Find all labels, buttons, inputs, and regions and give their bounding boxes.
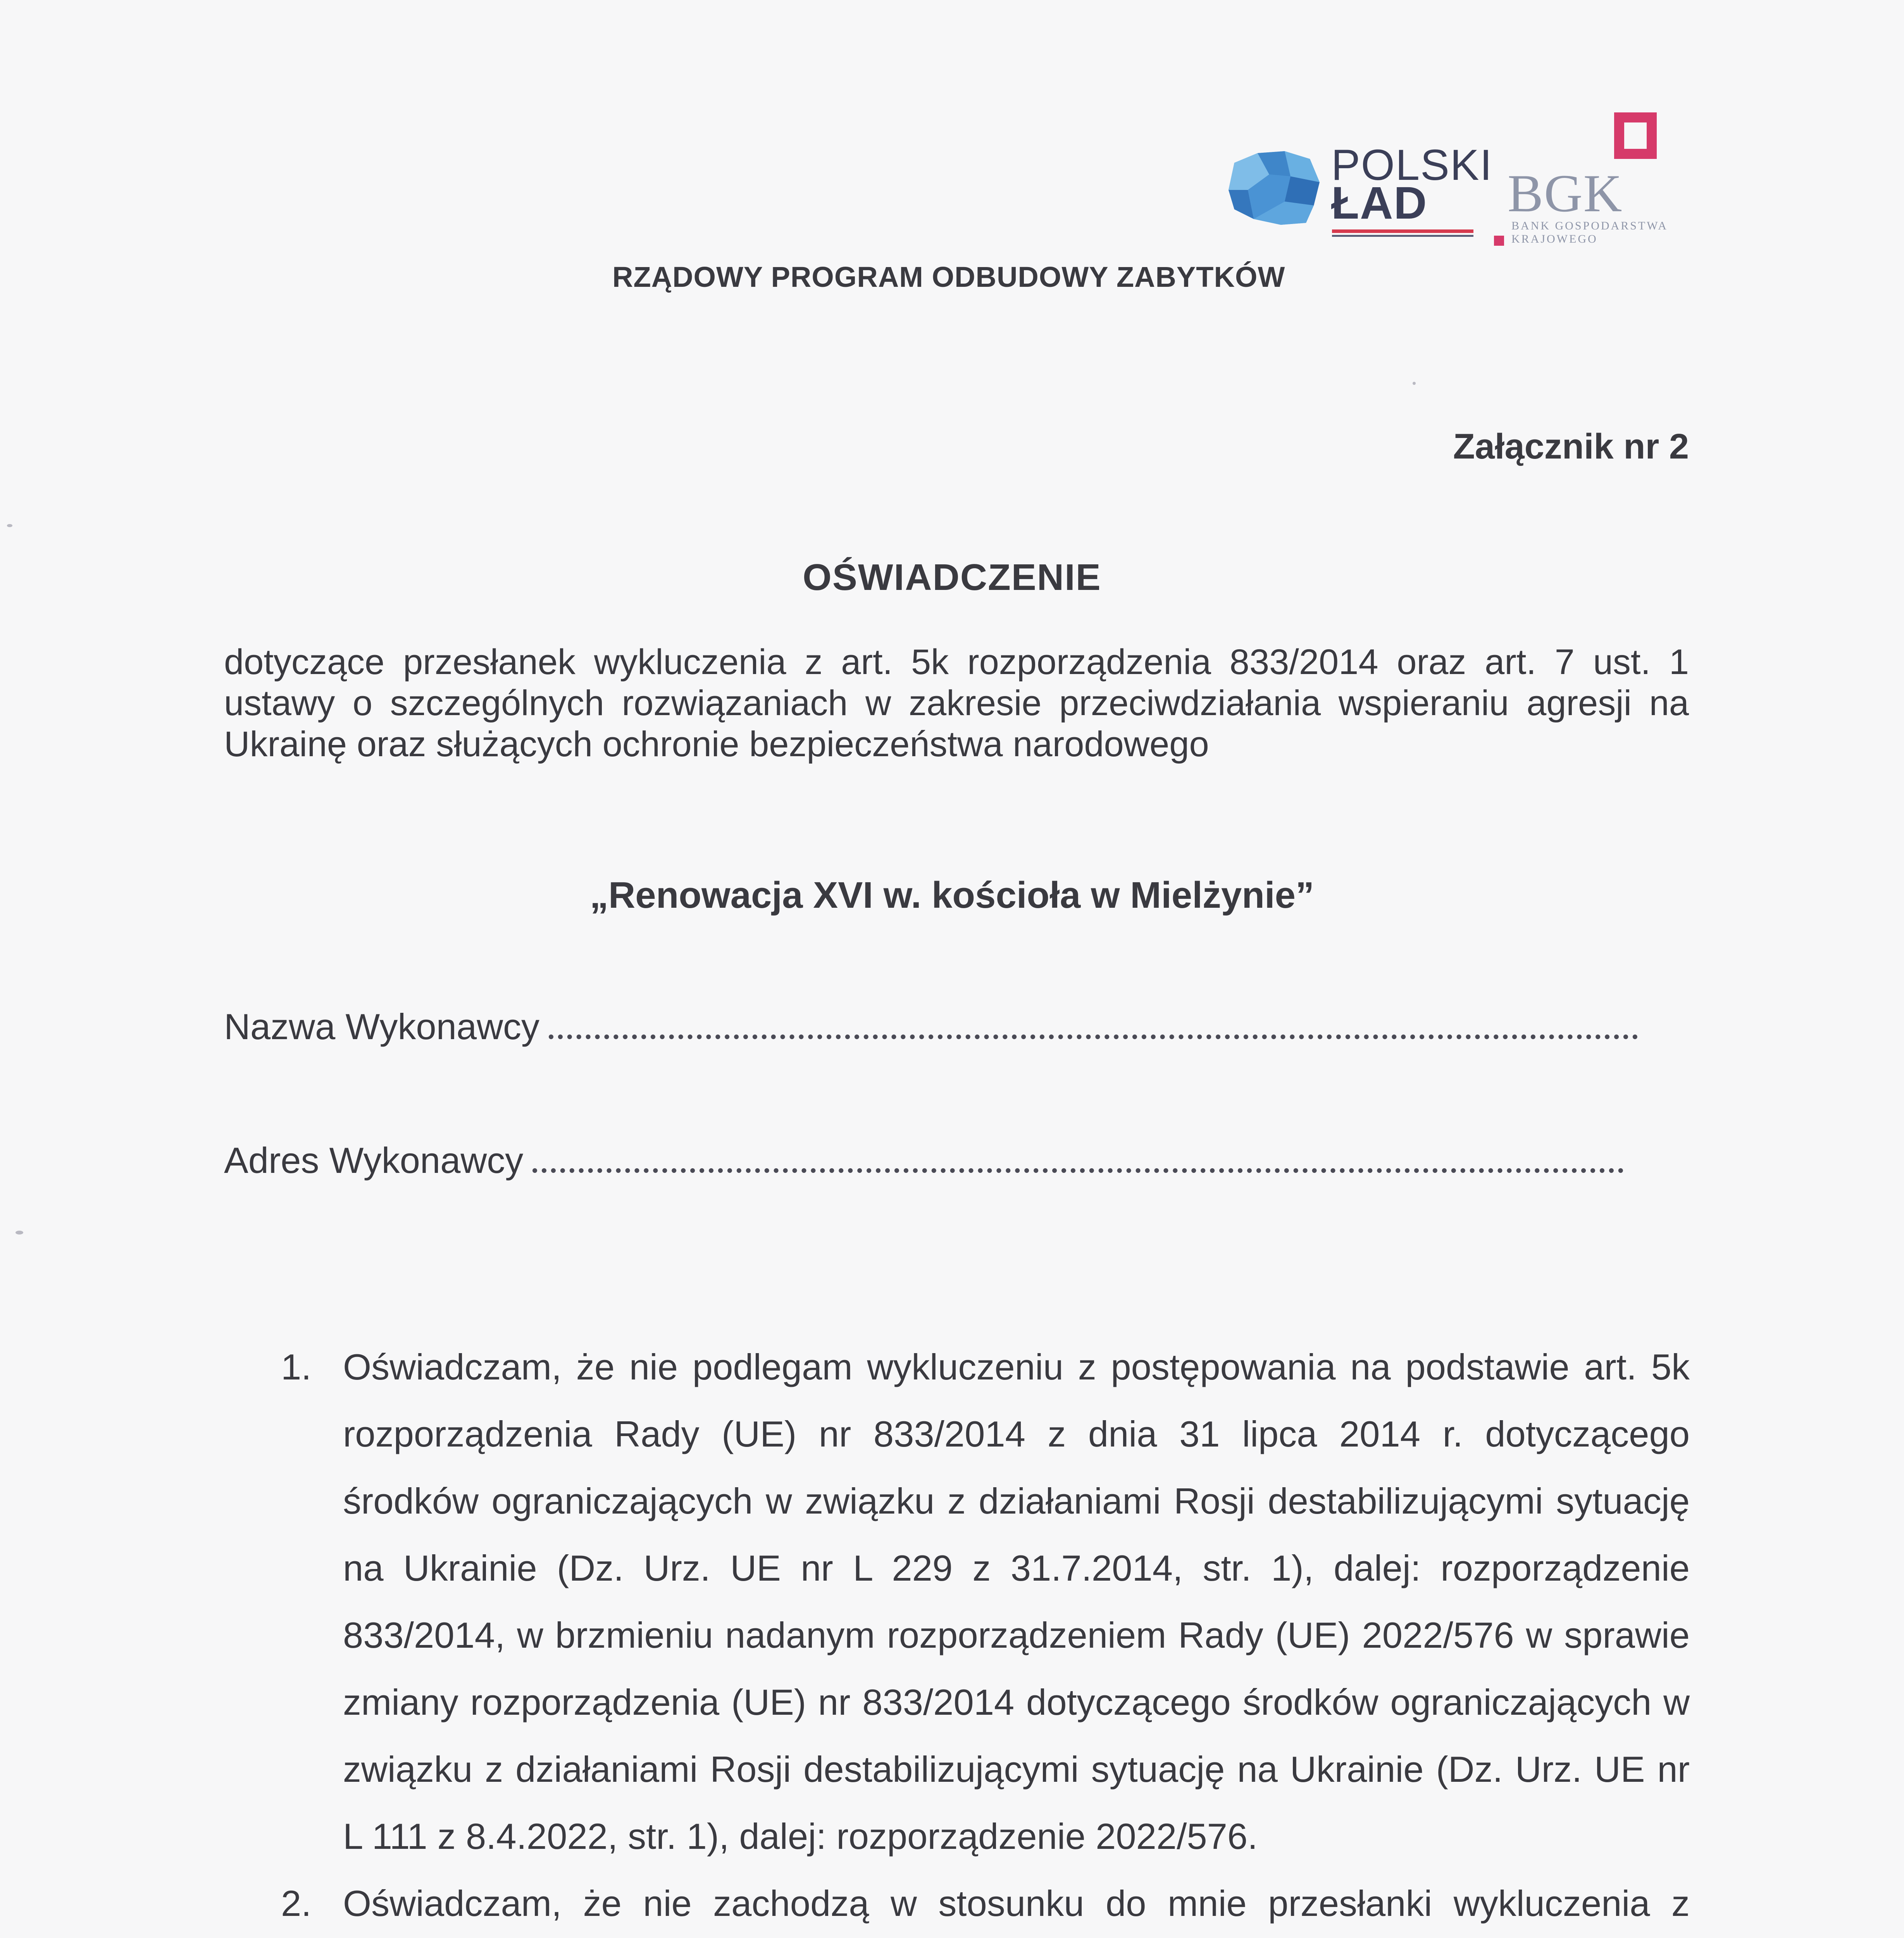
scan-speck: [1413, 382, 1416, 385]
contractor-name-field: [224, 1006, 1638, 1048]
contractor-address-label: Adres Wykonawcy: [224, 1140, 524, 1181]
contractor-address-field: [224, 1140, 1623, 1181]
program-heading: RZĄDOWY PROGRAM ODBUDOWY ZABYTKÓW: [612, 261, 1285, 293]
logo-stripe: [1332, 229, 1473, 233]
contractor-name-label: Nazwa Wykonawcy: [224, 1006, 540, 1047]
project-title: „Renowacja XVI w. kościoła w Mielżynie”: [589, 874, 1315, 916]
list-item: [0, 1333, 1904, 1870]
bgk-letters: BGK: [1508, 164, 1623, 223]
bgk-subtitle: [1511, 219, 1668, 246]
scan-speck: [16, 1231, 23, 1235]
scan-speck: [7, 524, 12, 527]
list-item-text: Oświadczam, że nie podlegam wykluczeniu z postępowania na podstawie art. 5k rozporządzenia Rady (UE) nr 833/2014 z dnia 31 lipca 2014 r. dotyczącego środków ograniczających w związku z działaniami Rosji destabilizującymi sytuację na Ukrainie (Dz. Urz. UE nr L 229 z 31.7.2014, str. 1), dalej: rozporządzenie 833/2014, w brzmieniu nadanym rozporządzeniem Rady (UE) 2022/576 w sprawie zmiany rozporządzenia (UE) nr 833/2014 dotyczącego środków ograniczających w związku z działaniami Rosji destabilizującymi sytuację na Ukrainie (Dz. Urz. UE nr L 111 z 8.4.2022, str. 1), dalej: rozporządzenie 2022/576.: [343, 1347, 1690, 1857]
list-item-text: Oświadczam, że nie zachodzą w stosunku do mnie przesłanki wykluczenia z: [343, 1883, 1690, 1924]
intro-paragraph: dotyczące przesłanek wykluczenia z art. 5k rozporządzenia 833/2014 oraz art. 7 ust. 1 ustawy o szczególnych rozwiązaniach w zakresie przeciwdziałania wspieraniu agresji na Ukrainę oraz służących ochronie bezpieczeństwa narodowego: [224, 642, 1689, 764]
bgk-logo: [1494, 112, 1680, 252]
polski-lad-line1: POLSKI: [1331, 141, 1493, 189]
logo-stripe: [1332, 235, 1473, 237]
poland-map-icon: [1227, 147, 1322, 227]
attachment-label: Załącznik nr 2: [1453, 427, 1689, 466]
polski-lad-line2: ŁAD: [1331, 178, 1428, 229]
bgk-dot-icon: [1494, 236, 1504, 246]
list-item-number: 1.: [281, 1347, 312, 1387]
contractor-address-dotted-line: [532, 1164, 1623, 1173]
contractor-name-dotted-line: [549, 1031, 1638, 1039]
bgk-subtitle-line1: BANK GOSPODARSTWA: [1511, 219, 1668, 232]
list-item: [0, 1870, 1904, 1938]
bgk-subtitle-line2: KRAJOWEGO: [1511, 233, 1598, 245]
polski-lad-logo: [1227, 140, 1493, 240]
bgk-square-icon: [1614, 112, 1657, 159]
declarations-list: [0, 1333, 1904, 1938]
document-title: OŚWIADCZENIE: [803, 557, 1101, 598]
list-item-number: 2.: [281, 1883, 312, 1924]
